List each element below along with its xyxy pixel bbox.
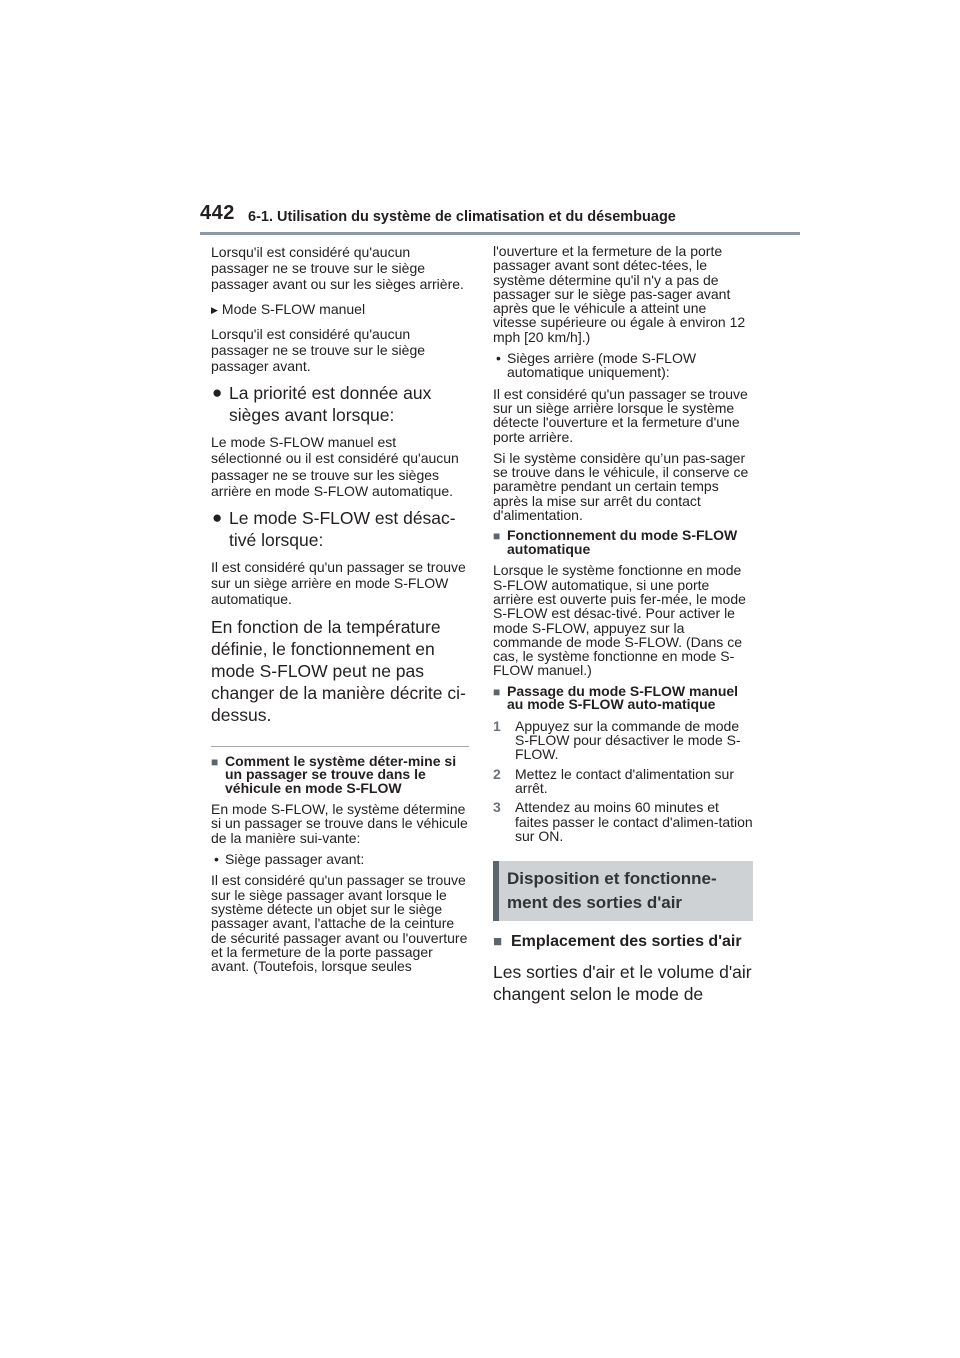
note-paragraph: En fonction de la température définie, le fonctionnement en mode S-FLOW peut ne pas changer de la manière décrite ci-dessus. (211, 616, 466, 725)
paragraph: Lorsqu'il est considéré qu'aucun passager ne se trouve sur le siège passager avant. (211, 325, 426, 375)
page-number: 442 (200, 202, 235, 224)
paragraph: Si le système considère qu’un pas-sager se trouve dans le véhicule, il conserve ce paramètre pendant un certain temps après la mise sur arrêt du contact d'alimentation. (493, 449, 749, 524)
heading-text: La priorité est donnée aux sièges avant lorsque: (229, 383, 432, 426)
left-column (211, 244, 469, 980)
page-header (200, 200, 800, 236)
right-column (493, 244, 753, 1005)
dot-heading (211, 382, 469, 426)
paragraph: Le mode S-FLOW manuel est sélectionné ou il est considéré qu'aucun passager ne se trouve sur les sièges arrière en mode S-FLOW automatique. (211, 434, 459, 499)
subsection-heading (493, 931, 753, 953)
step-text: Attendez au moins 60 minutes et faites passer le contact d'alimen-tation sur ON. (515, 799, 753, 844)
section-heading (493, 529, 753, 556)
heading-text: Emplacement des sorties d'air (511, 933, 742, 951)
heading-text: Passage du mode S-FLOW manuel au mode S-FLOW auto-matique (507, 682, 739, 713)
step-number: 3 (493, 799, 501, 816)
bullet-dot-icon: ● (212, 383, 223, 403)
paragraph: Lorsqu'il est considéré qu'aucun passager ne se trouve sur le siège passager avant ou sur les sièges arrière. (211, 244, 464, 293)
section-heading (493, 682, 753, 713)
banner-line: ment des sorties d'air (507, 893, 683, 913)
heading-text: Le mode S-FLOW est désac-tivé lorsque: (229, 508, 456, 551)
step-text: Appuyez sur la commande de mode S-FLOW pour désactiver le mode S-FLOW. (515, 717, 741, 763)
mode-label: Mode S-FLOW manuel (221, 300, 366, 317)
bullet-dot-icon: ● (212, 508, 223, 528)
square-bullet-icon: ■ (211, 754, 219, 769)
list-text: Sièges arrière (mode S-FLOW automatique uniquement): (507, 350, 697, 381)
paragraph: Lorsque le système fonctionne en mode S-FLOW automatique, si une porte arrière est ouverte puis fer-mée, le mode S-FLOW est désac-tivé. Pour activer le mode S-FLOW, appuyez sur la commande de mode S-FLOW. (Dans ce cas, le système fonctionne en mode S-FLOW manuel.) (493, 562, 746, 679)
step-text: Mettez le contact d'alimentation sur arrêt. (515, 765, 735, 796)
paragraph: Il est considéré qu'un passager se trouve sur un siège arrière lorsque le système détecte l'ouverture et la fermeture d'une porte arrière. (493, 385, 748, 445)
bullet-icon: • (214, 851, 219, 868)
dot-heading (211, 507, 469, 551)
paragraph: l'ouverture et la fermeture de la porte passager avant sont détec-tées, le système détermine qu'il n'y a pas de passager sur le siège pas-sager avant après que le véhicule a atteint une vitesse supérieure ou égale à environ 12 mph [20 km/h].) (493, 243, 746, 345)
step-item (493, 767, 753, 796)
step-item (493, 800, 753, 843)
banner-line: Disposition et fonctionne- (507, 869, 717, 889)
section-heading (211, 752, 469, 796)
bullet-icon: • (496, 350, 501, 367)
square-bullet-icon: ■ (493, 933, 503, 951)
step-item (493, 719, 753, 762)
mode-item (211, 301, 469, 318)
banner-title (507, 867, 717, 915)
header-rule (200, 232, 800, 235)
square-bullet-icon: ■ (493, 529, 501, 544)
section-title: 6-1. Utilisation du système de climatisation et du désembuage (248, 209, 676, 225)
heading-text: Comment le système déter-mine si un passager se trouve dans le véhicule en mode S-FLOW (225, 752, 457, 796)
list-item (493, 351, 753, 380)
square-bullet-icon: ■ (493, 684, 501, 699)
divider (211, 746, 469, 747)
section-banner (493, 861, 753, 921)
list-text: Siège passager avant: (225, 851, 365, 868)
step-number: 2 (493, 765, 501, 782)
paragraph: Les sorties d'air et le volume d'air changent selon le mode de (493, 962, 752, 1005)
heading-text: Fonctionnement du mode S-FLOW automatique (507, 527, 738, 557)
paragraph: En mode S-FLOW, le système détermine si un passager se trouve dans le véhicule de la manière sui-vante: (211, 801, 468, 846)
list-item (211, 852, 469, 866)
paragraph: Il est considéré qu'un passager se trouve sur un siège arrière en mode S-FLOW automatique. (211, 559, 466, 608)
paragraph: Il est considéré qu'un passager se trouve sur le siège passager avant lorsque le système détecte un objet sur le siège passager avant, l'attache de la ceinture de sécurité passager avant ou l'ouverture et la fermeture de la porte passager avant. (Toutefois, lorsque seules (211, 872, 468, 975)
step-number: 1 (493, 717, 501, 734)
triangle-right-icon: ▶ (211, 304, 218, 315)
banner-accent-bar (493, 861, 499, 921)
